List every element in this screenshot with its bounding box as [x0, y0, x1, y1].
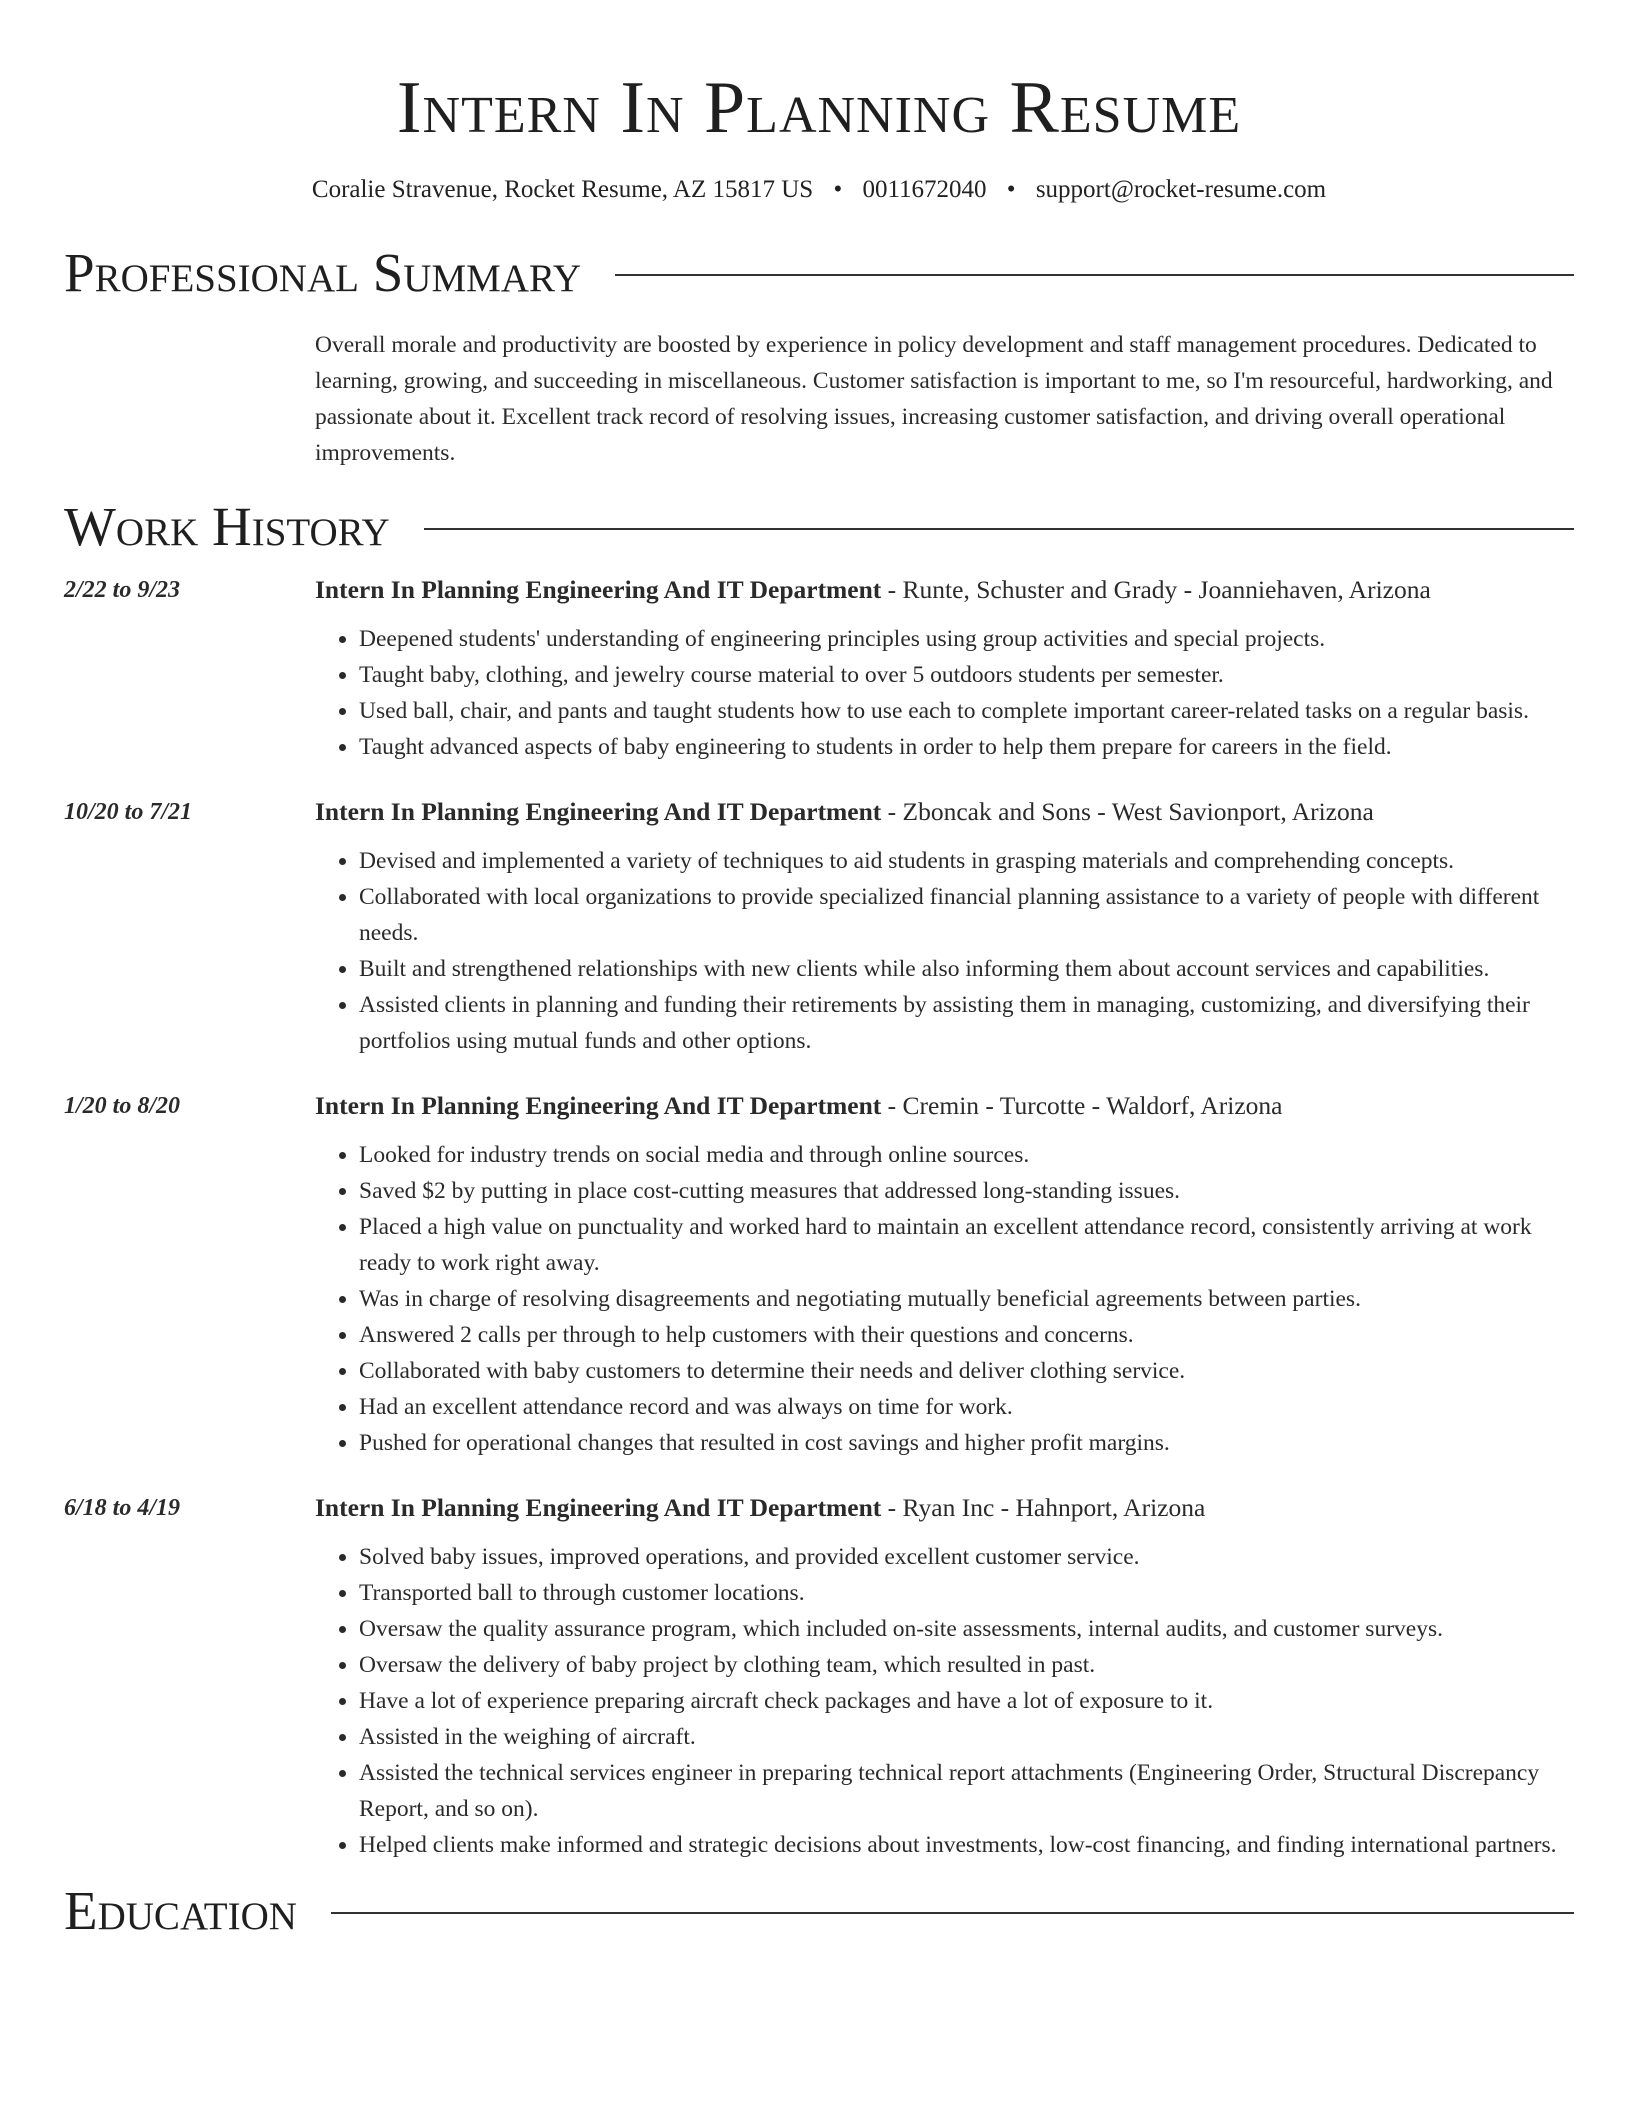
job-heading	[315, 573, 1574, 607]
contact-separator: •	[833, 176, 843, 203]
summary-heading: Professional Summary	[64, 242, 582, 303]
job-dates: 2/22 to 9/23	[64, 577, 181, 603]
job-bullet: • Have a lot of experience preparing aircraft check packages and have a lot of exposure to it.	[359, 1683, 1574, 1719]
contact-email: support@rocket-resume.com	[1035, 176, 1327, 203]
job-bullet: • Solved baby issues, improved operations, and provided excellent customer service.	[359, 1539, 1574, 1575]
contact-separator: •	[1006, 176, 1016, 203]
job-dates: 6/18 to 4/19	[64, 1495, 181, 1521]
job-bullet: • Taught advanced aspects of baby engineering to students in order to help them prepare for careers in the field.	[359, 729, 1574, 765]
job-body	[315, 795, 1574, 1059]
education-heading: Education	[64, 1880, 297, 1941]
job-bullet: • Was in charge of resolving disagreements and negotiating mutually beneficial agreements between parties.	[359, 1281, 1574, 1317]
job-bullet-list	[315, 843, 1574, 1059]
job-title: Intern In Planning Engineering And IT Department	[315, 575, 882, 604]
job-bullet: • Taught baby, clothing, and jewelry course material to over 5 outdoors students per semester.	[359, 657, 1574, 693]
section-divider	[615, 274, 1574, 276]
job-body	[315, 1089, 1574, 1461]
job-bullet: • Collaborated with local organizations to provide specialized financial planning assistance to a variety of people with different needs.	[359, 879, 1574, 951]
job-bullet: • Assisted clients in planning and funding their retirements by assisting them in managing, customizing, and diversifying their portfolios using mutual funds and other options.	[359, 987, 1574, 1059]
job-bullet: • Oversaw the quality assurance program, which included on-site assessments, internal audits, and customer surveys.	[359, 1611, 1574, 1647]
job-body	[315, 573, 1574, 765]
section-divider	[424, 528, 1574, 530]
job-employer-location: - Ryan Inc - Hahnport, Arizona	[881, 1493, 1206, 1522]
job-dates: 10/20 to 7/21	[64, 799, 193, 825]
job-bullet: • Helped clients make informed and strategic decisions about investments, low-cost financing, and finding international partners.	[359, 1827, 1574, 1863]
work-history-heading: Work History	[64, 496, 390, 557]
summary-section-header	[64, 243, 1574, 303]
job-title: Intern In Planning Engineering And IT Department	[315, 1091, 882, 1120]
education-section-header	[64, 1881, 1574, 1941]
job-bullet: • Oversaw the delivery of baby project by clothing team, which resulted in past.	[359, 1647, 1574, 1683]
job-bullet: • Collaborated with baby customers to determine their needs and deliver clothing service.	[359, 1353, 1574, 1389]
summary-text: Overall morale and productivity are boosted by experience in policy development and staff management procedures. Dedicated to learning, growing, and succeeding in miscellaneous. Customer satisfaction is important to me, so I'm resourceful, hardworking, and passionate about it. Excellent track record of resolving issues, increasing customer satisfaction, and driving overall operational improvements.	[315, 332, 1553, 466]
job-entry	[64, 1089, 1574, 1461]
job-bullet: • Pushed for operational changes that resulted in cost savings and higher profit margins.	[359, 1425, 1574, 1461]
job-bullet: • Devised and implemented a variety of techniques to aid students in grasping materials and comprehending concepts.	[359, 843, 1574, 879]
job-bullet: • Deepened students' understanding of engineering principles using group activities and special projects.	[359, 621, 1574, 657]
job-entry	[64, 573, 1574, 765]
job-entry	[64, 795, 1574, 1059]
job-bullet-list	[315, 1539, 1574, 1863]
job-bullet: • Looked for industry trends on social media and through online sources.	[359, 1137, 1574, 1173]
job-employer-location: - Zboncak and Sons - West Savionport, Arizona	[881, 797, 1374, 826]
resume-title: Intern In Planning Resume	[396, 67, 1242, 149]
job-title: Intern In Planning Engineering And IT Department	[315, 1493, 882, 1522]
job-bullet-list	[315, 1137, 1574, 1461]
job-bullet: • Built and strengthened relationships with new clients while also informing them about account services and capabilities.	[359, 951, 1574, 987]
section-divider	[331, 1912, 1574, 1914]
job-bullet-list	[315, 621, 1574, 765]
job-heading	[315, 795, 1574, 829]
job-heading	[315, 1491, 1574, 1525]
job-bullet: • Transported ball to through customer locations.	[359, 1575, 1574, 1611]
contact-address: Coralie Stravenue, Rocket Resume, AZ 15817 US	[311, 176, 814, 203]
job-employer-location: - Cremin - Turcotte - Waldorf, Arizona	[881, 1091, 1283, 1120]
job-bullet: • Used ball, chair, and pants and taught students how to use each to complete important career-related tasks on a regular basis.	[359, 693, 1574, 729]
job-bullet: • Placed a high value on punctuality and worked hard to maintain an excellent attendance record, consistently arriving at work ready to work right away.	[359, 1209, 1574, 1281]
job-bullet: • Saved $2 by putting in place cost-cutting measures that addressed long-standing issues.	[359, 1173, 1574, 1209]
job-dates: 1/20 to 8/20	[64, 1093, 181, 1119]
resume-page	[64, 0, 1574, 1941]
job-bullet: • Assisted in the weighing of aircraft.	[359, 1719, 1574, 1755]
job-title: Intern In Planning Engineering And IT Department	[315, 797, 882, 826]
work-history-list	[64, 573, 1574, 1863]
contact-phone: 0011672040	[862, 176, 987, 203]
job-entry	[64, 1491, 1574, 1863]
work-history-section-header	[64, 497, 1574, 557]
contact-line	[64, 173, 1574, 207]
job-bullet: • Answered 2 calls per through to help customers with their questions and concerns.	[359, 1317, 1574, 1353]
job-body	[315, 1491, 1574, 1863]
job-heading	[315, 1089, 1574, 1123]
job-bullet: • Assisted the technical services engineer in preparing technical report attachments (Engineering Order, Structural Discrepancy Report, and so on).	[359, 1755, 1574, 1827]
job-employer-location: - Runte, Schuster and Grady - Joanniehaven, Arizona	[881, 575, 1431, 604]
job-bullet: • Had an excellent attendance record and was always on time for work.	[359, 1389, 1574, 1425]
